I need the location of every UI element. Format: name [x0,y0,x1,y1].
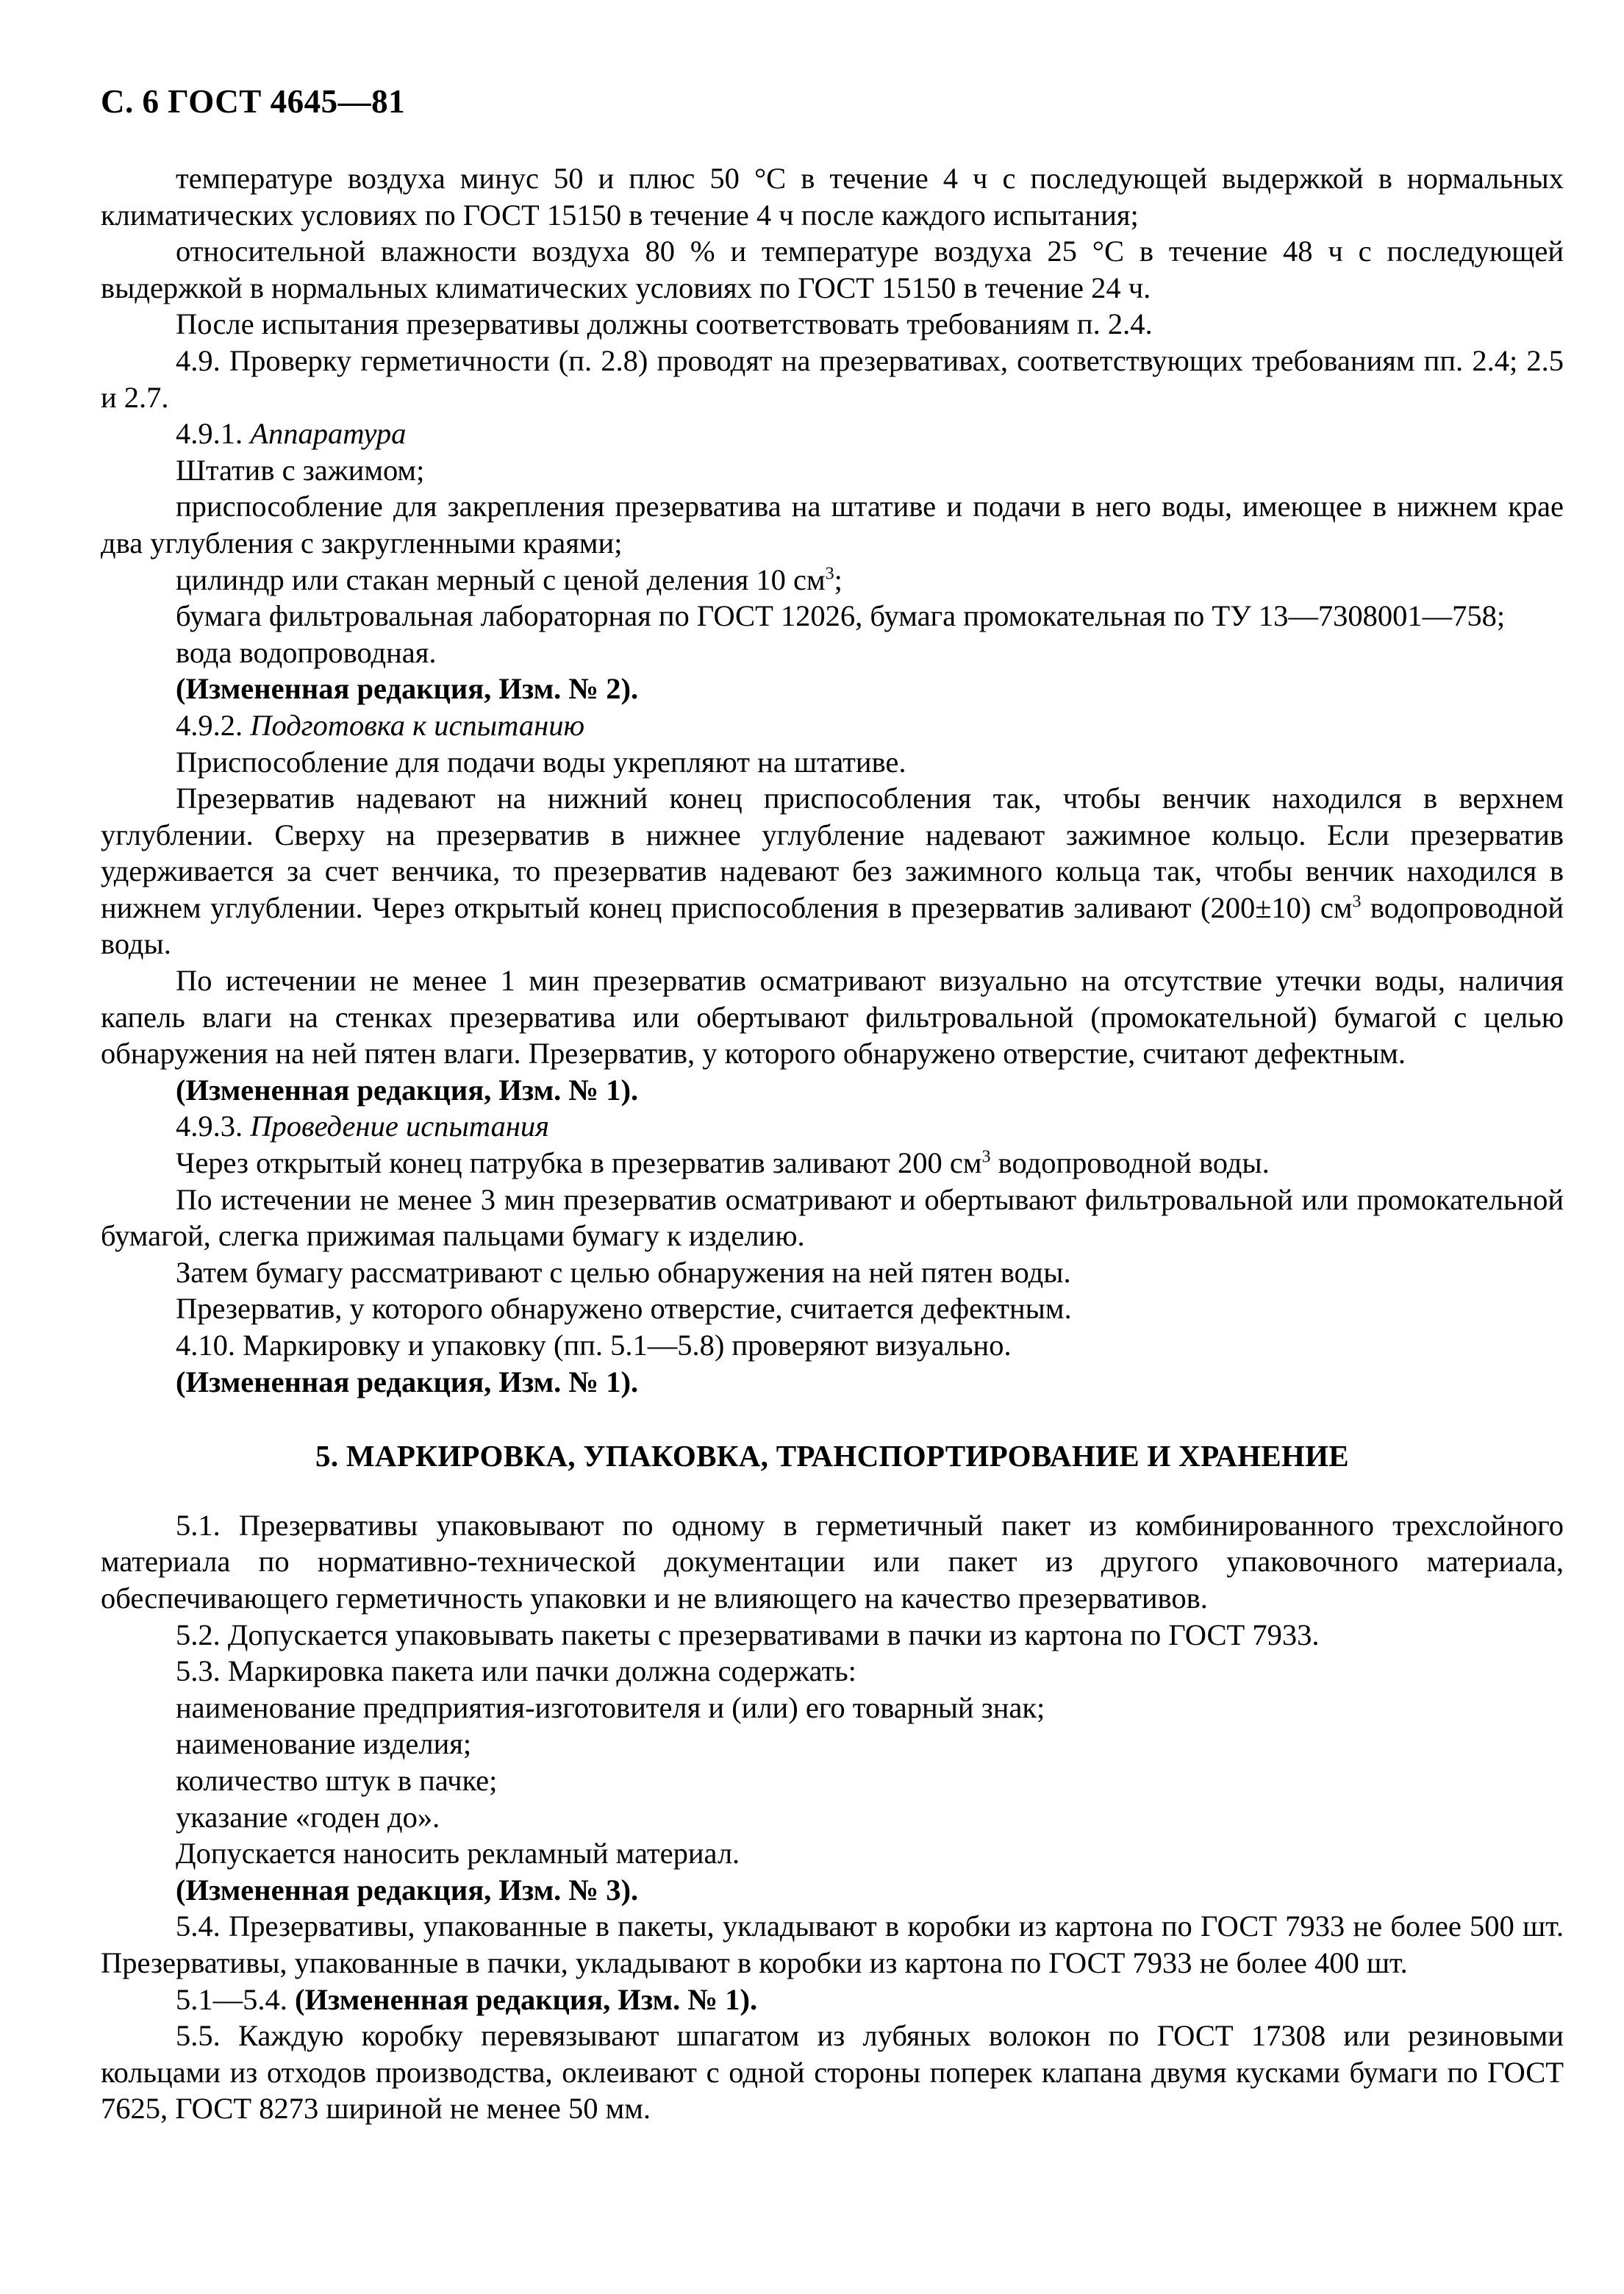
list-item: количество штук в пачке; [176,1763,498,1797]
paragraph [101,780,1564,962]
paragraph: относительной влажности воздуха 80 % и температуре воздуха 25 °С в течение 48 ч с последующей выдержкой в нормальных климатических условиях по ГОСТ 15150 в течение 24 ч. [101,235,1564,304]
paragraph: Допускается наносить рекламный материал. [176,1837,740,1870]
revision-note: (Измененная редакция, Изм. № 2). [176,672,639,706]
paragraph [101,562,1564,598]
list-item: наименование предприятия-изготовителя и (или) его товарный знак; [176,1690,1045,1724]
text-run: водопроводной воды. [101,890,1564,961]
clause-5-2: 5.2. Допускается упаковывать пакеты с презервативами в пачки из картона по ГОСТ 7933. [176,1618,1320,1651]
clause-number: 5.1—5.4. [176,1982,295,2016]
paragraph: Затем бумагу рассматривают с целью обнаружения на ней пятен воды. [176,1255,1071,1289]
paragraph: бумага фильтровальная лабораторная по ГОСТ 12026, бумага промокательная по ТУ 13—7308001—758; [176,599,1506,633]
revision-note [101,1982,1564,2018]
clause-4-9-3 [101,1108,1564,1145]
superscript: 3 [981,1147,991,1167]
clause-heading: Подготовка к испытанию [250,708,585,742]
text-run: водопроводной воды. [990,1146,1270,1180]
paragraph [101,1145,1564,1182]
revision-note: (Измененная редакция, Изм. № 3). [176,1873,639,1907]
text-run: Презерватив надевают на нижний конец приспособления так, чтобы венчик находился в верхнем углублении. Сверху на презерватив в нижнее углубление надевают зажимное кольцо. Если презерватив удерживается за счет венчика, то презерватив надевают без зажимного кольца так, чтобы венчик находился в нижнем углублении. Через открытый конец приспособления в презерватив заливают (200±10) см [101,782,1564,924]
superscript: 3 [825,564,834,584]
document-body [101,160,1564,2127]
clause-4-10: 4.10. Маркировку и упаковку (пп. 5.1—5.8) проверяют визуально. [176,1329,1012,1362]
paragraph: Приспособление для подачи воды укрепляют на штативе. [176,745,906,779]
clause-5-1: 5.1. Презервативы упаковывают по одному в герметичный пакет из комбинированного трехслойного материала по нормативно-технической документации или пакет из другого упаковочного материала, обеспечивающего герметичность упаковки и не влияющего на качество презервативов. [101,1508,1564,1615]
list-item: наименование изделия; [176,1727,472,1761]
clause-heading: Аппаратура [250,417,407,451]
paragraph: По истечении не менее 3 мин презерватив осматривают и обертывают фильтровальной или промокательной бумагой, слегка прижимая пальцами бумагу к изделию. [101,1182,1564,1253]
page-header: С. 6 ГОСТ 4645—81 [101,83,406,120]
clause-number: 4.9.3. [176,1110,251,1143]
clause-5-3: 5.3. Маркировка пакета или пачки должна содержать: [176,1654,856,1688]
clause-5-4: 5.4. Презервативы, упакованные в пакеты, укладывают в коробки из картона по ГОСТ 7933 не более 500 шт. Презервативы, упакованные в пачки, укладывают в коробки из картона по ГОСТ 7933 не более 400 шт. [101,1909,1564,1979]
revision-note: (Измененная редакция, Изм. № 1). [176,1365,639,1398]
paragraph: температуре воздуха минус 50 и плюс 50 °С в течение 4 ч с последующей выдержкой в нормальных климатических условиях по ГОСТ 15150 в течение 4 ч после каждого испытания; [101,162,1564,232]
superscript: 3 [1352,892,1362,912]
paragraph: После испытания презервативы должны соответствовать требованиям п. 2.4. [176,307,1153,341]
clause-number: 4.9.1. [176,417,251,451]
clause-4-9-2 [101,707,1564,744]
revision-label: (Измененная редакция, Изм. № 1). [295,1982,758,2016]
text-run: ; [834,562,843,596]
clause-heading: Проведение испытания [250,1110,550,1143]
section-heading: 5. МАРКИРОВКА, УПАКОВКА, ТРАНСПОРТИРОВАНИЕ И ХРАНЕНИЕ [315,1439,1349,1473]
paragraph: По истечении не менее 1 мин презерватив осматривают визуально на отсутствие утечки воды, наличия капель влаги на стенках презерватива или обертывают фильтровальной (промокательной) бумагой с целью обнаружения на ней пятен влаги. Презерватив, у которого обнаружено отверстие, считают дефектным. [101,964,1564,1071]
paragraph: Презерватив, у которого обнаружено отверстие, считается дефектным. [176,1292,1072,1326]
list-item: указание «годен до». [176,1800,440,1834]
clause-4-9-1 [101,415,1564,452]
clause-5-5: 5.5. Каждую коробку перевязывают шпагатом из лубяных волокон по ГОСТ 17308 или резиновыми кольцами из отходов производства, оклеивают с одной стороны поперек клапана двумя кусками бумаги по ГОСТ 7625, ГОСТ 8273 шириной не менее 50 мм. [101,2019,1564,2126]
text-run: цилиндр или стакан мерный с ценой деления 10 см [176,562,826,596]
clause-4-9: 4.9. Проверку герметичности (п. 2.8) проводят на презервативах, соответствующих требованиям пп. 2.4; 2.5 и 2.7. [101,343,1564,414]
paragraph: Штатив с зажимом; [176,453,425,487]
clause-number: 4.9.2. [176,708,251,742]
paragraph: вода водопроводная. [176,635,437,669]
text-run: Через открытый конец патрубка в презерватив заливают 200 см [176,1146,982,1180]
revision-note: (Измененная редакция, Изм. № 1). [176,1073,639,1107]
paragraph: приспособление для закрепления презерватива на штативе и подачи в него воды, имеющее в нижнем крае два углубления с закругленными краями; [101,490,1564,560]
